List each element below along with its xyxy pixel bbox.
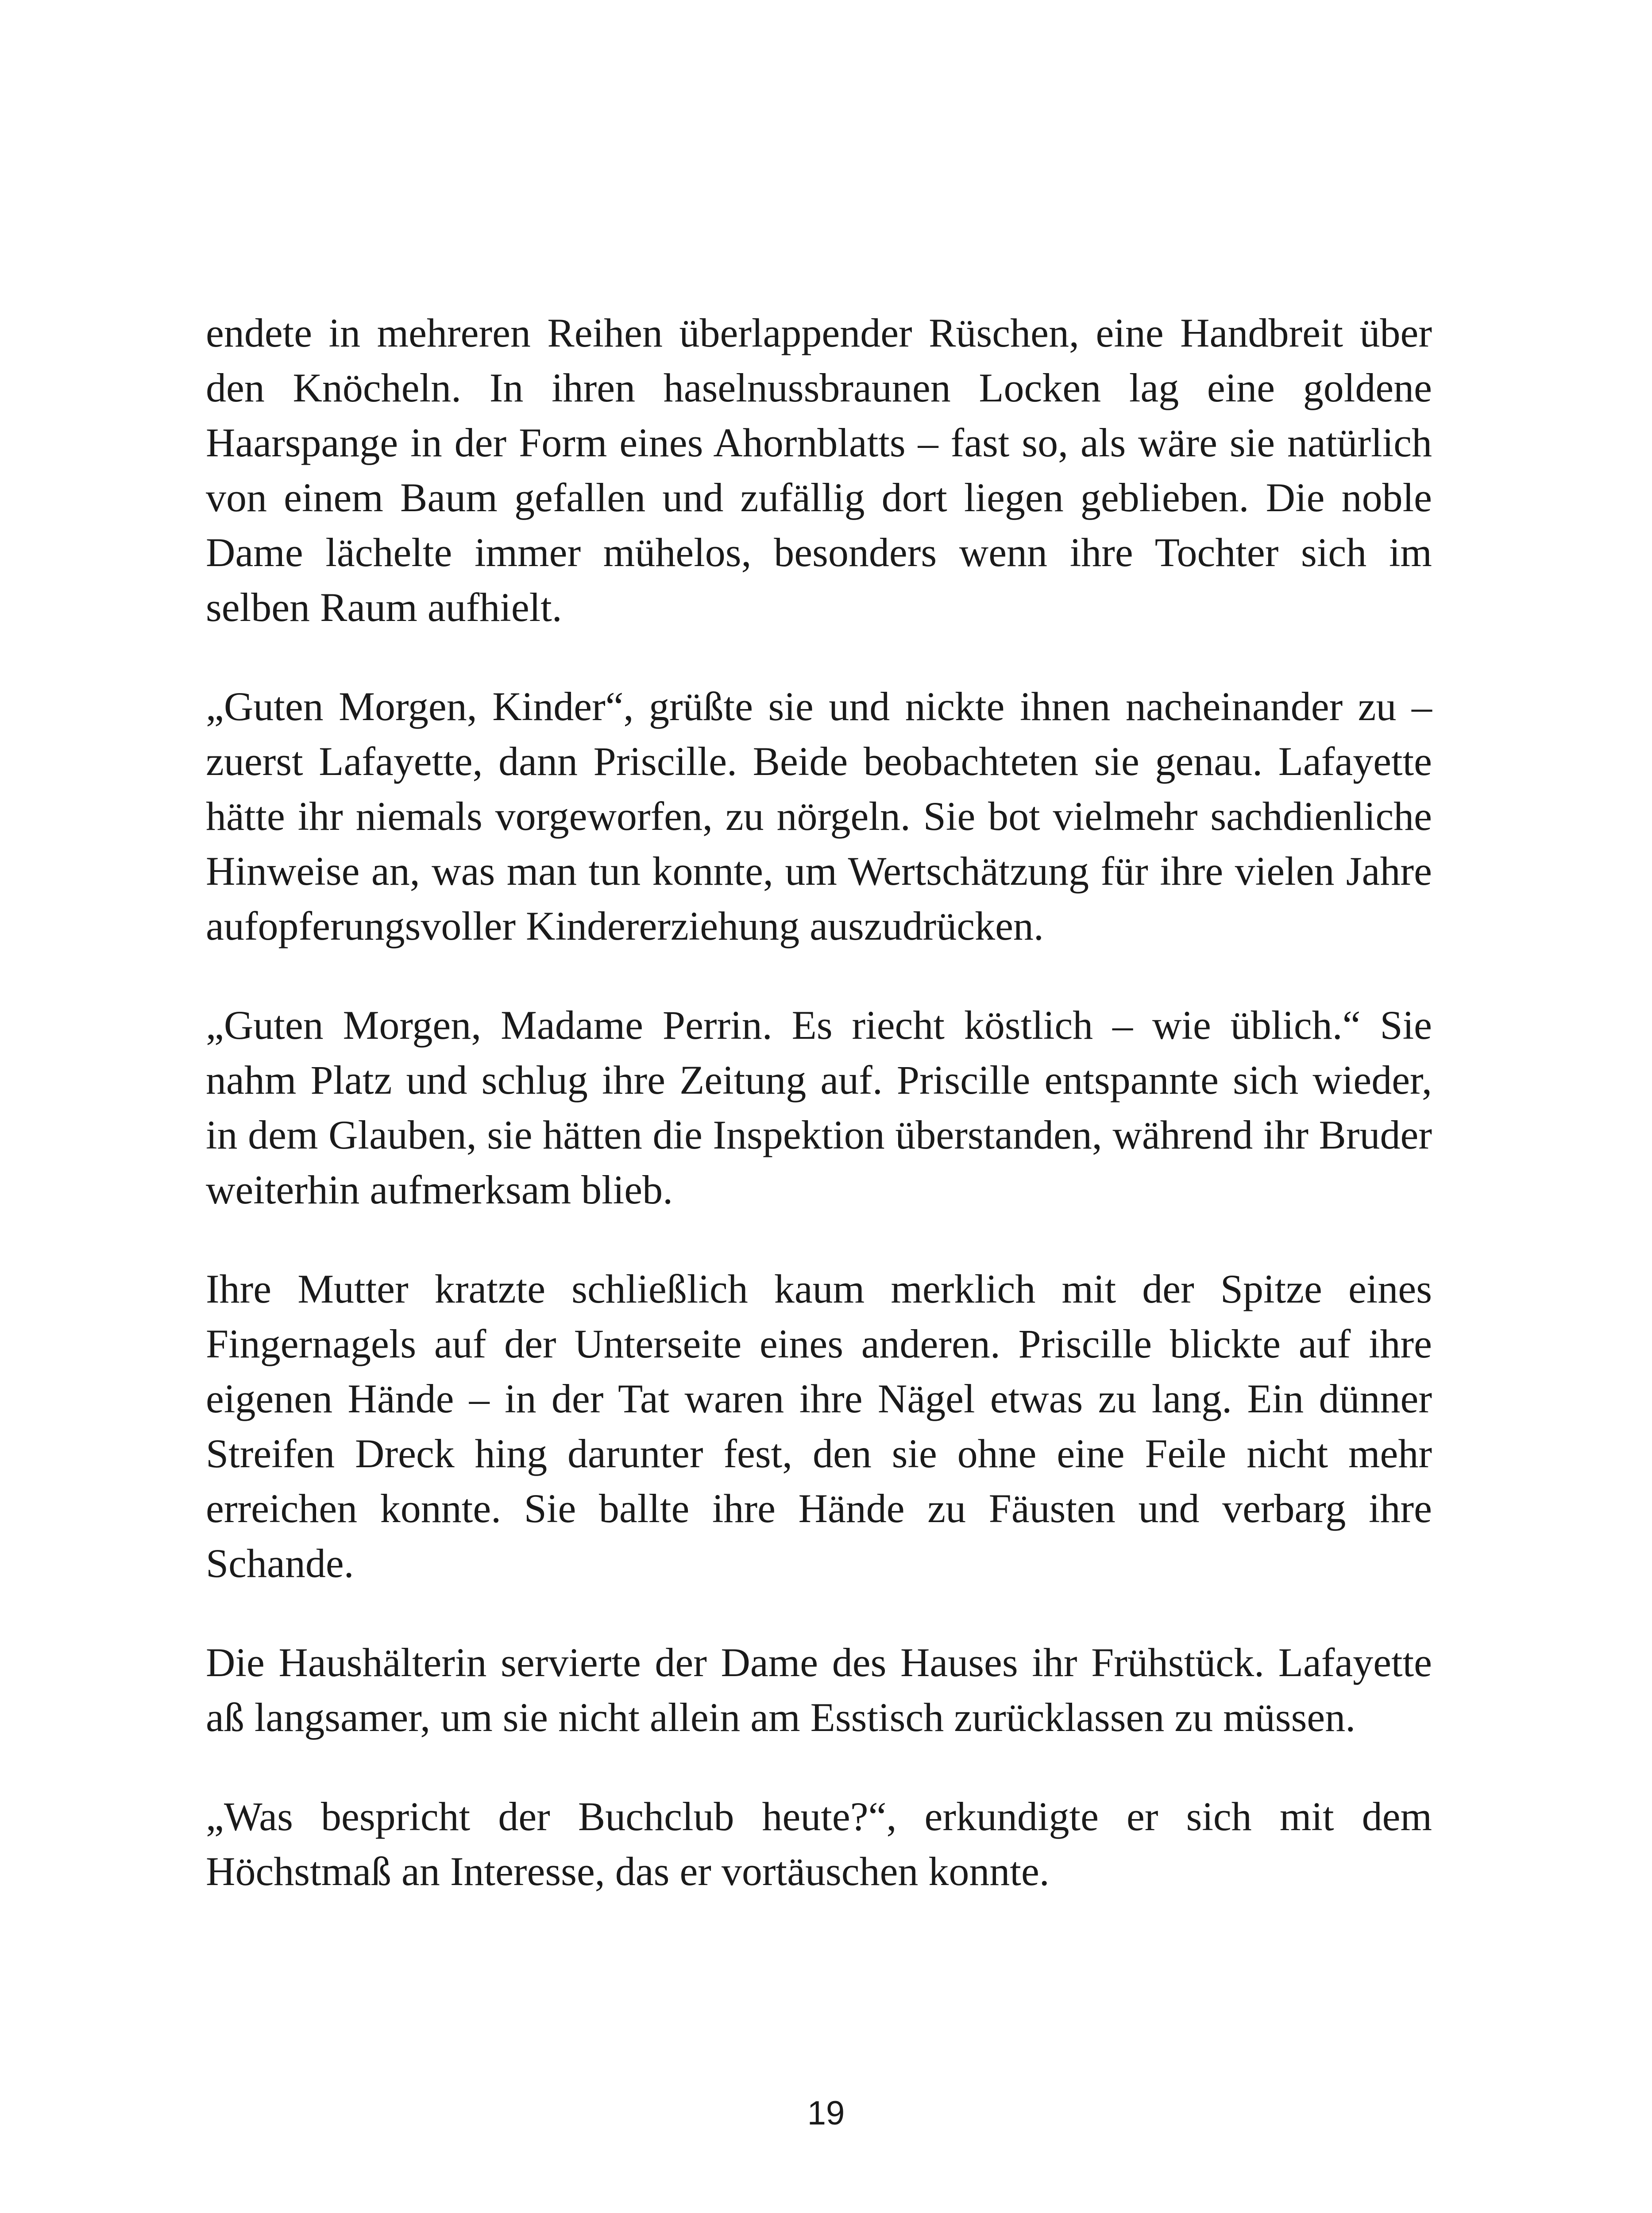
- paragraph: „Guten Morgen, Madame Perrin. Es riecht köstlich – wie üblich.“ Sie nahm Platz und schlug ihre Zeitung auf. Priscille entspannte sich wieder, in dem Glauben, sie hätten die Inspektion überstanden, während ihr Bruder weiterhin aufmerksam blieb.: [206, 1002, 1432, 1212]
- paragraph: „Guten Morgen, Kinder“, grüßte sie und nickte ihnen nacheinander zu – zuerst Lafayette, dann Priscille. Beide beobachteten sie genau. Lafayette hätte ihr niemals vorgeworfen, zu nörgeln. Sie bot vielmehr sachdienliche Hinweise an, was man tun konnte, um Wertschätzung für ihre vielen Jahre aufopferungsvoller Kindererziehung auszudrücken.: [206, 684, 1432, 948]
- paragraph: Ihre Mutter kratzte schließlich kaum merklich mit der Spitze eines Fingernagels auf der Unterseite eines anderen. Priscille blickte auf ihre eigenen Hände – in der Tat waren ihre Nägel etwas zu lang. Ein dünner Streifen Dreck hing darunter fest, den sie ohne eine Feile nicht mehr erreichen konnte. Sie ballte ihre Hände zu Fäusten und verbarg ihre Schande.: [206, 1266, 1432, 1586]
- body-text: [206, 305, 1432, 1899]
- paragraph: „Was bespricht der Buchclub heute?“, erkundigte er sich mit dem Höchstmaß an Interesse, das er vortäuschen konnte.: [206, 1794, 1432, 1894]
- paragraph: Die Haushälterin servierte der Dame des Hauses ihr Frühstück. Lafayette aß langsamer, um sie nicht allein am Esstisch zurücklassen zu müssen.: [206, 1640, 1432, 1740]
- page-number: 19: [807, 2094, 845, 2132]
- paragraph: endete in mehreren Reihen überlappender Rüschen, eine Handbreit über den Knöcheln. In ihren haselnussbraunen Locken lag eine goldene Haarspange in der Form eines Ahornblatts – fast so, als wäre sie natürlich von einem Baum gefallen und zufällig dort liegen geblieben. Die noble Dame lächelte immer mühelos, besonders wenn ihre Tochter sich im selben Raum aufhielt.: [206, 310, 1432, 630]
